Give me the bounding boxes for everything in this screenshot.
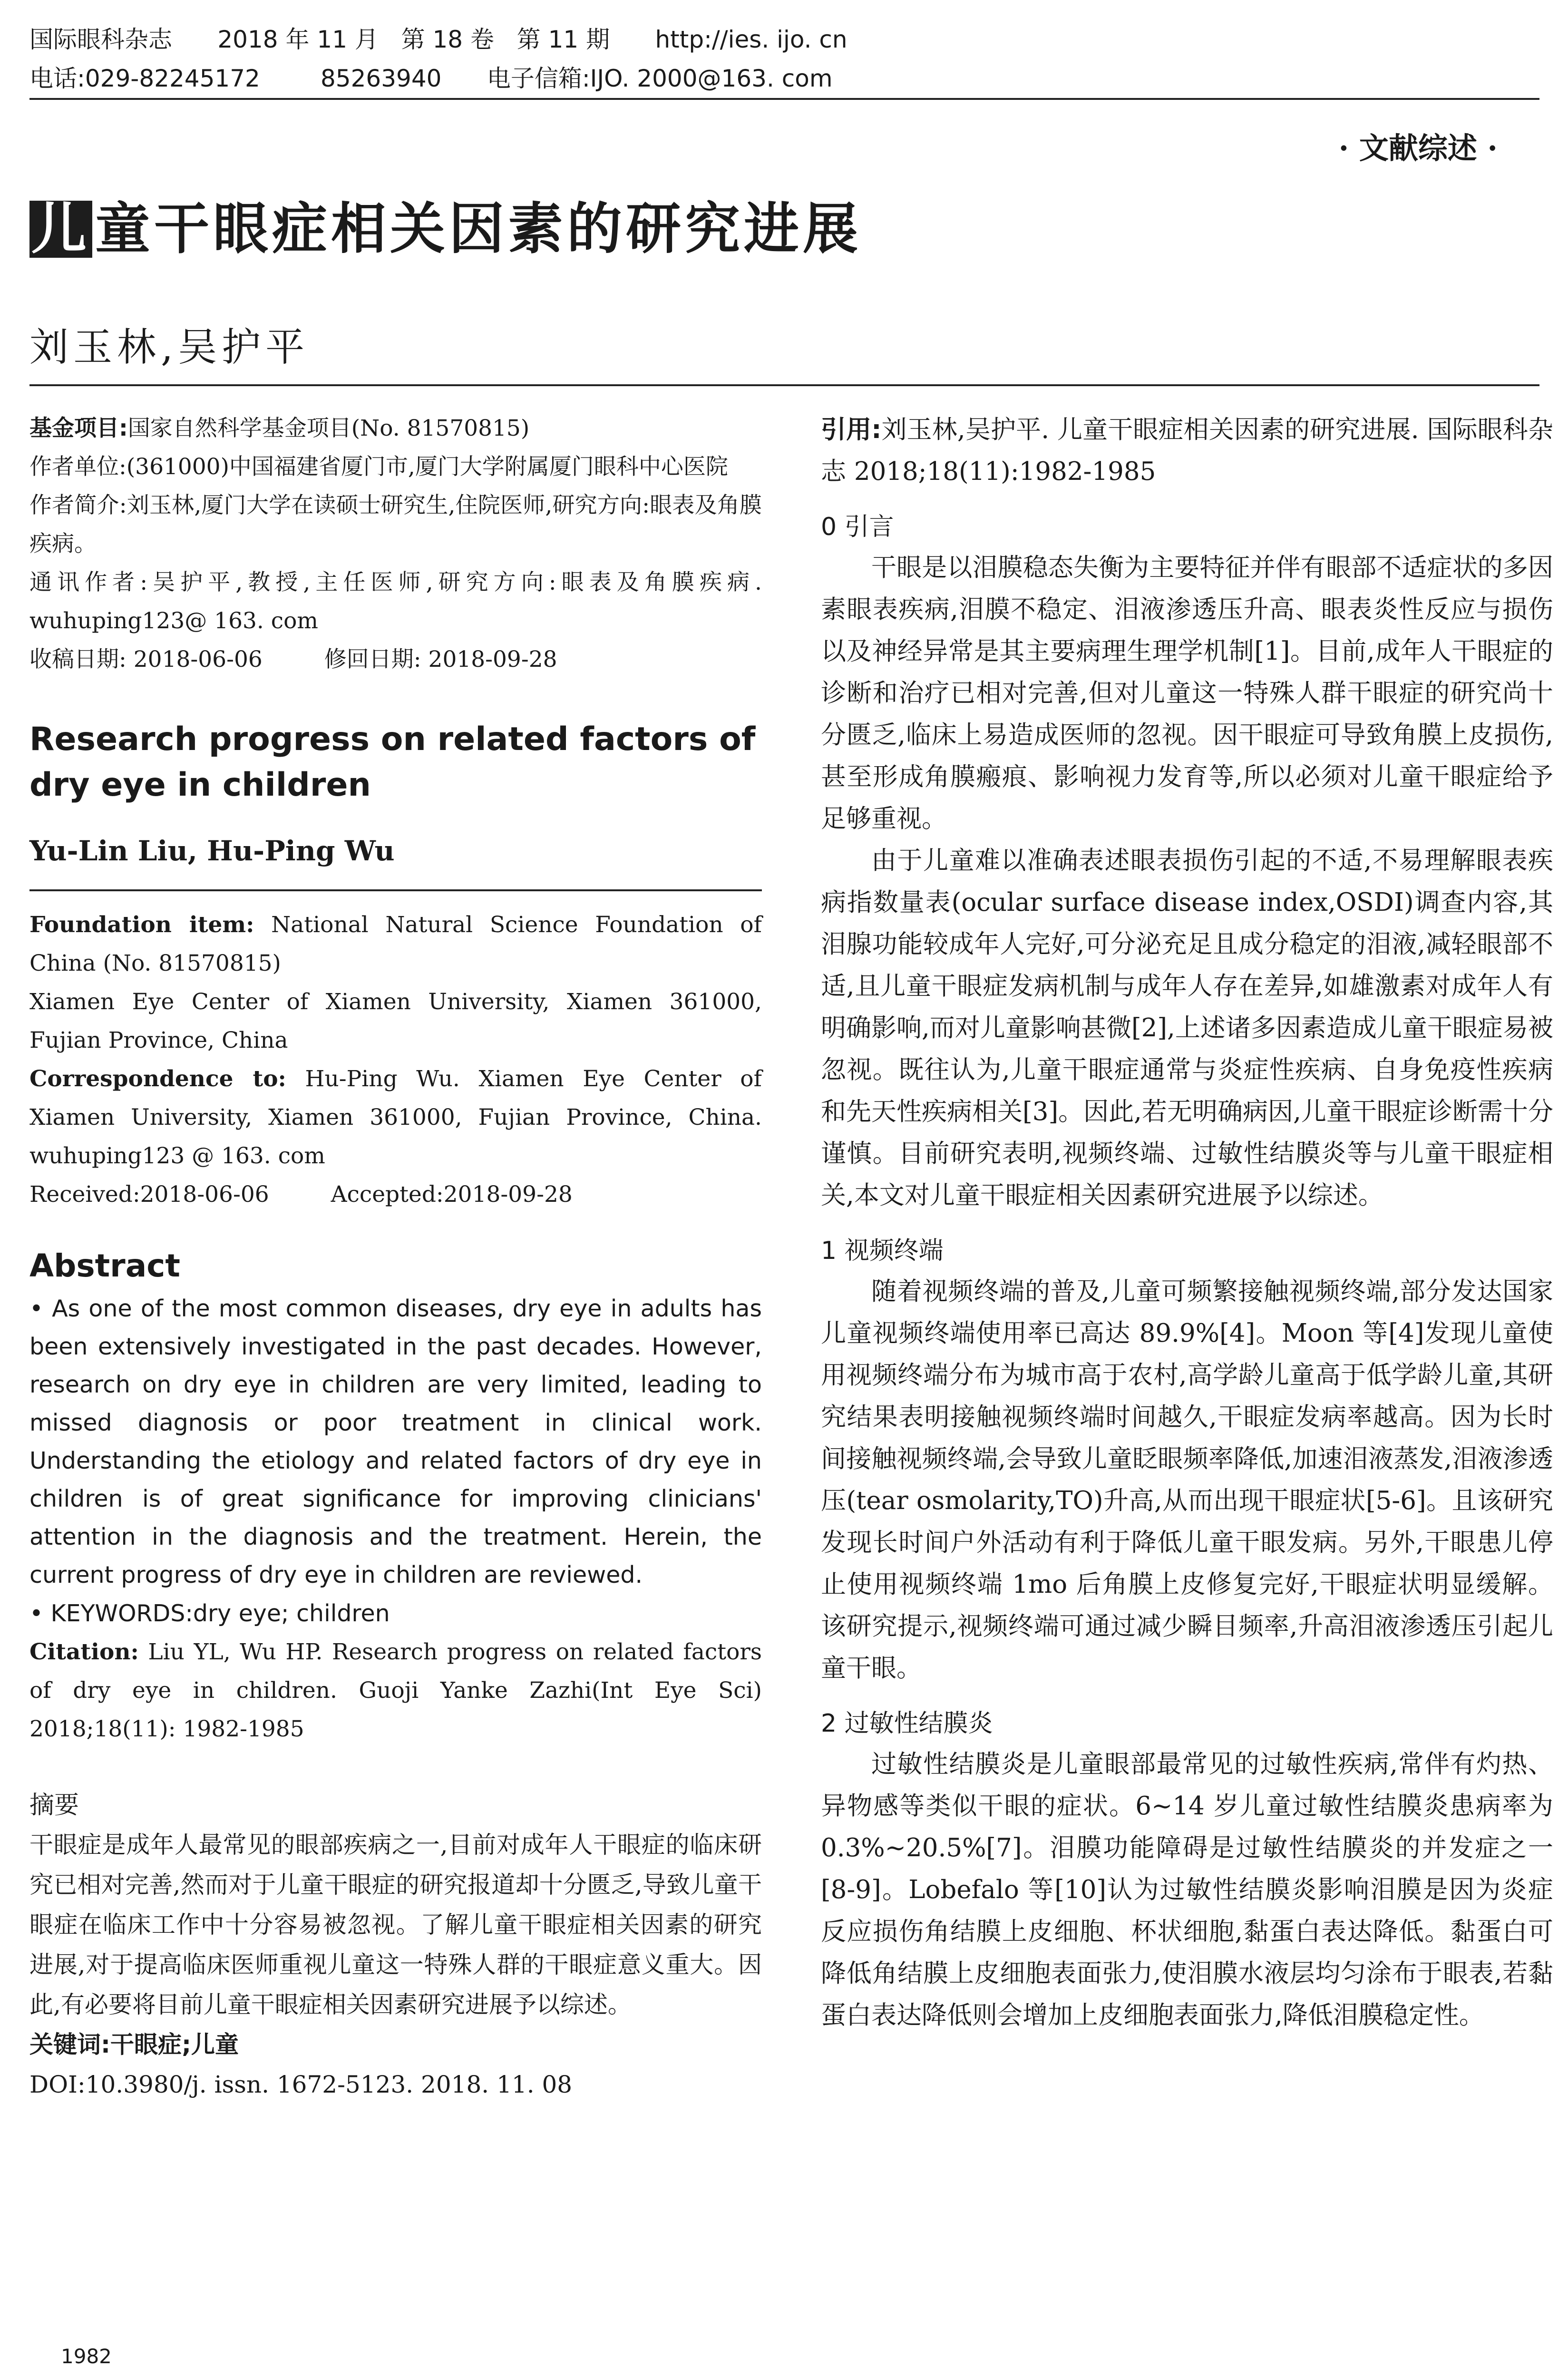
section-1-paragraph-1: 随着视频终端的普及,儿童可频繁接触视频终端,部分发达国家儿童视频终端使用率已高达 89.9%[4]。Moon 等[4]发现儿童使用视频终端分布为城市高于农村,高学龄儿童高于低学龄儿童,其研究结果表明接触视频终端时间越久,干眼症发病率越高。因为长时间接触视频终端,会导致儿童眨眼频率降低,加速泪液蒸发,泪液渗透压(tear osmolarity,TO)升高,从而出现干眼症状[5-6]。且该研究发现长时间户外活动有利于降低儿童干眼发病。另外,干眼患儿停止使用视频终端 1mo 后角膜上皮修复完好,干眼症状明显缓解。该研究提示,视频终端可通过减少瞬目频率,升高泪液渗透压引起儿童干眼。 <box>821 1277 1553 1683</box>
cn-abstract-heading: 摘要 <box>29 1791 79 1820</box>
citation-en: Citation: Liu YL, Wu HP. Research progress on related factors of dry eye in children. Guoji Yanke Zazhi(Int Eye Sci) 2018;18(11): 1982-1985 <box>29 1639 762 1742</box>
english-authors: Yu-Lin Liu, Hu-Ping Wu <box>29 835 395 867</box>
meta-dates-cn: 收稿日期: 2018-06-06 修回日期: 2018-09-28 <box>29 646 557 672</box>
left-column <box>29 409 762 2104</box>
correspondence-en: Correspondence to: Hu-Ping Wu. Xiamen Eye Center of Xiamen University, Xiamen 361000, Fujian Province, China. wuhuping123 @ 163. com <box>29 1066 762 1169</box>
right-column <box>821 409 1553 2036</box>
meta-correspondence: 通讯作者:吴护平,教授,主任医师,研究方向:眼表及角膜疾病. wuhuping123@ 163. com <box>29 569 762 634</box>
page-number: 1982 <box>61 2345 112 2368</box>
doi: DOI:10.3980/j. issn. 1672-5123. 2018. 11. 08 <box>29 2071 573 2098</box>
section-2-paragraph-1: 过敏性结膜炎是儿童眼部最常见的过敏性疾病,常伴有灼热、异物感等类似干眼的症状。6~14 岁儿童过敏性结膜炎患病率为 0.3%~20.5%[7]。泪膜功能障碍是过敏性结膜炎的并发症之一[8-9]。Lobefalo 等[10]认为过敏性结膜炎影响泪膜是因为炎症反应损伤角结膜上皮细胞、杯状细胞,黏蛋白表达降低。黏蛋白可降低角结膜上皮细胞表面张力,使泪膜水液层均匀涂布于眼表,若黏蛋白表达降低则会增加上皮细胞表面张力,降低泪膜稳定性。 <box>821 1750 1553 2030</box>
cn-keywords: 关键词:干眼症;儿童 <box>29 2031 239 2058</box>
section-0-paragraph-1: 干眼是以泪膜稳态失衡为主要特征并伴有眼部不适症状的多因素眼表疾病,泪膜不稳定、泪液渗透压升高、眼表炎性反应与损伤以及神经异常是其主要病理生理学机制[1]。目前,成年人干眼症的诊断和治疗已相对完善,但对儿童这一特殊人群干眼症的研究尚十分匮乏,临床上易造成医师的忽视。因干眼症可导致角膜上皮损伤,甚至形成角膜瘢痕、影响视力发育等,所以必须对儿童干眼症给予足够重视。 <box>821 553 1553 833</box>
abstract-text: • As one of the most common diseases, dry eye in adults has been extensively investigated in the past decades. However, research on dry eye in children are very limited, leading to missed diagnosis or poor treatment in clinical work. Understanding the etiology and related factors of dry eye in children is of great significance for improving clinicians' attention in the diagnosis and the treatment. Herein, the current progress of dry eye in children are reviewed. <box>29 1295 762 1588</box>
section-1-heading: 1 视频终端 <box>821 1237 944 1265</box>
meta-author-bio: 作者简介:刘玉林,厦门大学在读硕士研究生,住院医师,研究方向:眼表及角膜疾病。 <box>29 492 762 557</box>
dates-en: Received:2018-06-06 Accepted:2018-09-28 <box>29 1181 573 1208</box>
section-0-heading: 0 引言 <box>821 513 894 541</box>
title-rule <box>29 384 1539 386</box>
english-rule <box>29 889 762 891</box>
article-title <box>29 197 862 261</box>
authors-cn: 刘玉林,吴护平 <box>29 325 310 370</box>
meta-foundation: 基金项目:国家自然科学基金项目(No. 81570815) <box>29 415 530 441</box>
english-title: Research progress on related factors of dry eye in children <box>29 721 756 804</box>
keywords-en: • KEYWORDS:dry eye; children <box>29 1600 390 1627</box>
section-tag: · 文献综述 · <box>1338 131 1498 166</box>
title-first-char: 儿 <box>29 201 92 258</box>
abstract-heading: Abstract <box>29 1247 180 1284</box>
journal-header-line2: 电话:029-82245172 85263940 电子信箱:IJO. 2000@163. com <box>29 65 833 92</box>
cn-abstract-text: 干眼症是成年人最常见的眼部疾病之一,目前对成年人干眼症的临床研究已相对完善,然而对于儿童干眼症的研究报道却十分匮乏,导致儿童干眼症在临床工作中十分容易被忽视。了解儿童干眼症相关因素的研究进展,对于提高临床医师重视儿童这一特殊人群的干眼症意义重大。因此,有必要将目前儿童干眼症相关因素研究进展予以综述。 <box>29 1831 762 2018</box>
foundation-en: Foundation item: National Natural Science Foundation of China (No. 81570815) <box>29 912 762 976</box>
journal-header-line1: 国际眼科杂志 2018 年 11 月 第 18 卷 第 11 期 http://ies. ijo. cn <box>29 26 847 53</box>
citation-cn: 引用:刘玉林,吴护平. 儿童干眼症相关因素的研究进展. 国际眼科杂志 2018;18(11):1982-1985 <box>821 415 1553 486</box>
affiliation-en: Xiamen Eye Center of Xiamen University, Xiamen 361000, Fujian Province, China <box>29 989 762 1053</box>
section-2-heading: 2 过敏性结膜炎 <box>821 1709 993 1738</box>
meta-affiliation: 作者单位:(361000)中国福建省厦门市,厦门大学附属厦门眼科中心医院 <box>29 454 728 480</box>
title-rest: 童干眼症相关因素的研究进展 <box>95 197 862 261</box>
header-rule <box>29 98 1539 100</box>
section-0-paragraph-2: 由于儿童难以准确表述眼表损伤引起的不适,不易理解眼表疾病指数量表(ocular surface disease index,OSDI)调查内容,其泪腺功能较成年人完好,可分泌充足且成分稳定的泪液,减轻眼部不适,且儿童干眼症发病机制与成年人存在差异,如雄激素对成年人有明确影响,而对儿童影响甚微[2],上述诸多因素造成儿童干眼症易被忽视。既往认为,儿童干眼症通常与炎症性疾病、自身免疫性疾病和先天性疾病相关[3]。因此,若无明确病因,儿童干眼症诊断需十分谨慎。目前研究表明,视频终端、过敏性结膜炎等与儿童干眼症相关,本文对儿童干眼症相关因素研究进展予以综述。 <box>821 846 1553 1210</box>
